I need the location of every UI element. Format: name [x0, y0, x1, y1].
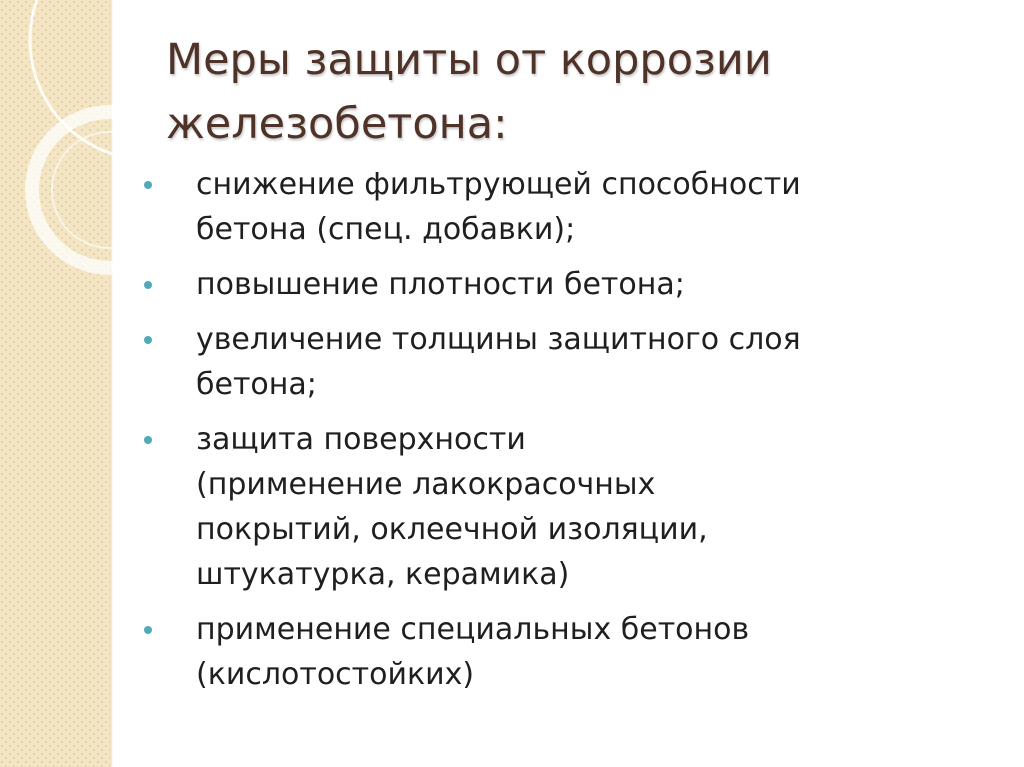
bullet-text-line: увеличение толщины защитного слоя	[196, 322, 801, 357]
bullet-text-line: (применение лакокрасочных	[196, 467, 656, 502]
bullet-item	[144, 417, 964, 597]
slide-title	[166, 28, 986, 156]
bullet-text-line: (кислотостойких)	[196, 657, 475, 692]
bullet-text-line: покрытий, оклеечной изоляции,	[196, 512, 708, 547]
bullet-item	[144, 607, 964, 697]
bullet-item	[144, 317, 964, 407]
bullet-text-line: штукатурка, керамика)	[196, 557, 570, 592]
title-line: Меры защиты от коррозии	[166, 35, 772, 85]
bullet-dot-icon	[144, 281, 152, 289]
bullet-dot-icon	[144, 181, 152, 189]
bullet-list	[144, 162, 964, 707]
bullet-text-line: применение специальных бетонов	[196, 612, 750, 647]
bullet-dot-icon	[144, 336, 152, 344]
bullet-text-line: защита поверхности	[196, 422, 526, 457]
title-line: железобетона:	[166, 99, 508, 149]
bullet-text-line: снижение фильтрующей способности	[196, 167, 801, 202]
bullet-dot-icon	[144, 626, 152, 634]
bullet-text-line: повышение плотности бетона;	[196, 267, 685, 302]
bullet-item	[144, 262, 964, 307]
bullet-text-line: бетона;	[196, 367, 317, 402]
bullet-text-line: бетона (спец. добавки);	[196, 212, 576, 247]
bullet-item	[144, 162, 964, 252]
bullet-dot-icon	[144, 436, 152, 444]
